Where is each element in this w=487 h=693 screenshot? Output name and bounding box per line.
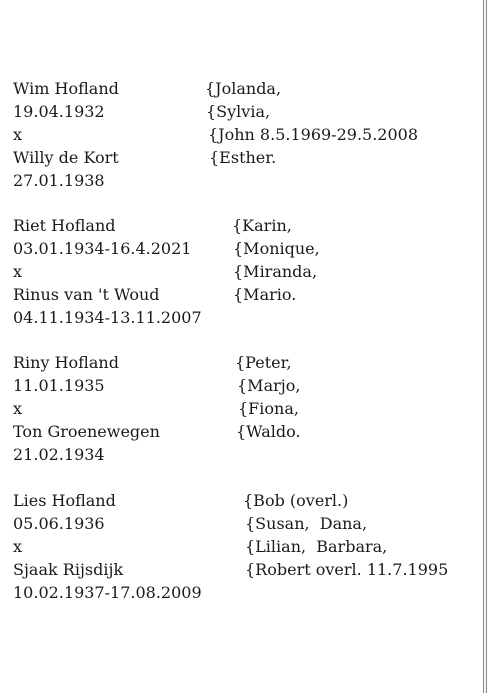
marriage-mark: x bbox=[13, 262, 23, 281]
marriage-mark: x bbox=[13, 399, 23, 418]
parent-date: 03.01.1934-16.4.2021 bbox=[13, 239, 192, 258]
child-entry: {Bob (overl.) bbox=[243, 491, 349, 510]
child-entry: {Fiona, bbox=[238, 399, 299, 418]
child-entry: {Jolanda, bbox=[205, 79, 282, 98]
child-entry: {Susan, Dana, bbox=[245, 514, 368, 533]
child-entry: {Sylvia, bbox=[206, 102, 271, 121]
spouse-date: 10.02.1937-17.08.2009 bbox=[13, 583, 202, 602]
spouse-name: Willy de Kort bbox=[13, 148, 119, 167]
parent-name: Lies Hofland bbox=[13, 491, 116, 510]
spouse-date: 21.02.1934 bbox=[13, 445, 105, 464]
spouse-name: Ton Groenewegen bbox=[13, 422, 160, 441]
marriage-mark: x bbox=[13, 125, 23, 144]
child-entry: {Peter, bbox=[235, 353, 292, 372]
spouse-date: 27.01.1938 bbox=[13, 171, 105, 190]
parent-date: 05.06.1936 bbox=[13, 514, 105, 533]
child-entry: {Esther. bbox=[209, 148, 277, 167]
child-entry: {Marjo, bbox=[237, 376, 301, 395]
spouse-date: 04.11.1934-13.11.2007 bbox=[13, 308, 202, 327]
parent-name: Wim Hofland bbox=[13, 79, 119, 98]
marriage-mark: x bbox=[13, 537, 23, 556]
child-entry: {Karin, bbox=[232, 216, 292, 235]
child-entry: {Monique, bbox=[233, 239, 320, 258]
parent-date: 19.04.1932 bbox=[13, 102, 105, 121]
child-entry: {Robert overl. 11.7.1995 bbox=[245, 560, 449, 579]
page-edge-scrollbar bbox=[483, 0, 487, 693]
parent-name: Riet Hofland bbox=[13, 216, 116, 235]
spouse-name: Rinus van 't Woud bbox=[13, 285, 160, 304]
child-entry: {Miranda, bbox=[233, 262, 318, 281]
child-entry: {Lilian, Barbara, bbox=[245, 537, 388, 556]
parent-name: Riny Hofland bbox=[13, 353, 119, 372]
parent-date: 11.01.1935 bbox=[13, 376, 105, 395]
child-entry: {Waldo. bbox=[236, 422, 301, 441]
spouse-name: Sjaak Rijsdijk bbox=[13, 560, 124, 579]
child-entry: {Mario. bbox=[233, 285, 297, 304]
child-entry: {John 8.5.1969-29.5.2008 bbox=[208, 125, 419, 144]
